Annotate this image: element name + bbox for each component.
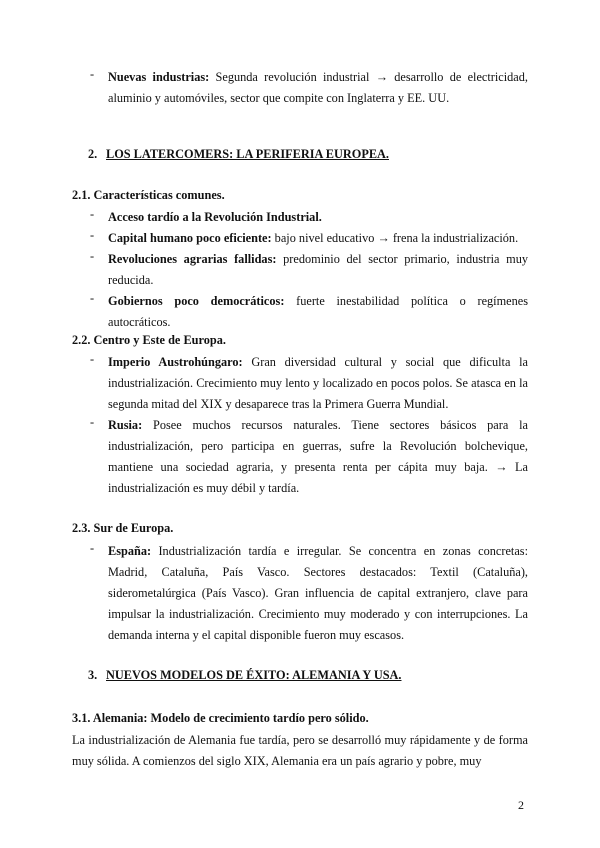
- subsection-title-3-1: 3.1. Alemania: Modelo de crecimiento tardío pero sólido.: [72, 711, 369, 725]
- item-term: Revoluciones agrarias fallidas:: [108, 252, 277, 266]
- bullet-dash: -: [90, 228, 95, 242]
- section-heading-3: [88, 668, 402, 683]
- page-number: 2: [518, 798, 524, 812]
- section-number: 3.: [88, 668, 98, 682]
- subsection-title-2-3: 2.3. Sur de Europa.: [72, 521, 174, 535]
- item-text: fuerte inestabilidad política o regímenes autocráticos.: [108, 294, 529, 329]
- bullet-dash: -: [90, 249, 95, 263]
- section-heading-2: [88, 147, 389, 162]
- bullet-dash: -: [90, 415, 95, 429]
- item-text: Gran diversidad cultural y social que dificulta la industrialización. Crecimiento muy lento y localizado en pocos polos. Se atasca en la segunda mitad del XIX y desaparece tras la Primera Guerra Mundial.: [108, 355, 529, 411]
- bullet-dash: -: [90, 352, 95, 366]
- item-term: Rusia:: [108, 418, 143, 432]
- bullet-dash: -: [90, 207, 95, 221]
- section-number: 2.: [88, 147, 98, 161]
- list-item: [86, 67, 528, 109]
- item-term: Acceso tardío a la Revolución Industrial.: [108, 210, 322, 224]
- item-term: Gobiernos poco democráticos:: [108, 294, 285, 308]
- item-text: Segunda revolución industrial → desarrollo de electricidad, aluminio y automóviles, sector que compite con Inglaterra y EE. UU.: [108, 70, 528, 105]
- item-term: Capital humano poco eficiente:: [108, 231, 272, 245]
- list-item: [86, 249, 528, 291]
- list-item: [86, 291, 528, 333]
- subsection-title-2-2: 2.2. Centro y Este de Europa.: [72, 333, 226, 347]
- item-text: predominio del sector primario, industria muy reducida.: [108, 252, 528, 287]
- item-term: Imperio Austrohúngaro:: [108, 355, 243, 369]
- section-title: LOS LATERCOMERS: LA PERIFERIA EUROPEA.: [106, 147, 389, 161]
- item-text: Industrialización tardía e irregular. Se concentra en zonas concretas: Madrid, Cataluña, País Vasco. Sectores destacados: Textil (Cataluña), siderometalúrgica (País Vasco). Gran influencia de capital extranjero, clave para impulsar la industrialización. Crecimiento muy moderado y con interrupciones. La demanda interna y el capital disponible fueron muy escasos.: [108, 544, 528, 642]
- section-title: NUEVOS MODELOS DE ÉXITO: ALEMANIA Y USA.: [106, 668, 402, 682]
- body-paragraph: La industrialización de Alemania fue tardía, pero se desarrolló muy rápidamente y de forma muy sólida. A comienzos del siglo XIX, Alemania era un país agrario y pobre, muy: [72, 733, 528, 768]
- list-item: [86, 415, 528, 499]
- item-term: España:: [108, 544, 152, 558]
- subsection-title-2-1: 2.1. Características comunes.: [72, 188, 225, 202]
- item-text: bajo nivel educativo → frena la industrialización.: [271, 231, 519, 245]
- item-text: Posee muchos recursos naturales. Tiene sectores básicos para la industrialización, pero participa en guerras, sufre la Revolución bolchevique, mantiene una sociedad agraria, y presenta renta per cápita muy baja. → La industrialización es muy débil y tardía.: [108, 418, 528, 495]
- list-item: [86, 352, 528, 415]
- bullet-dash: -: [90, 291, 95, 305]
- bullet-dash: -: [90, 541, 95, 555]
- list-item: [86, 228, 528, 249]
- bullet-dash: -: [90, 67, 95, 81]
- list-item: [86, 541, 528, 646]
- item-term: Nuevas industrias:: [108, 70, 210, 84]
- list-item: [86, 207, 528, 228]
